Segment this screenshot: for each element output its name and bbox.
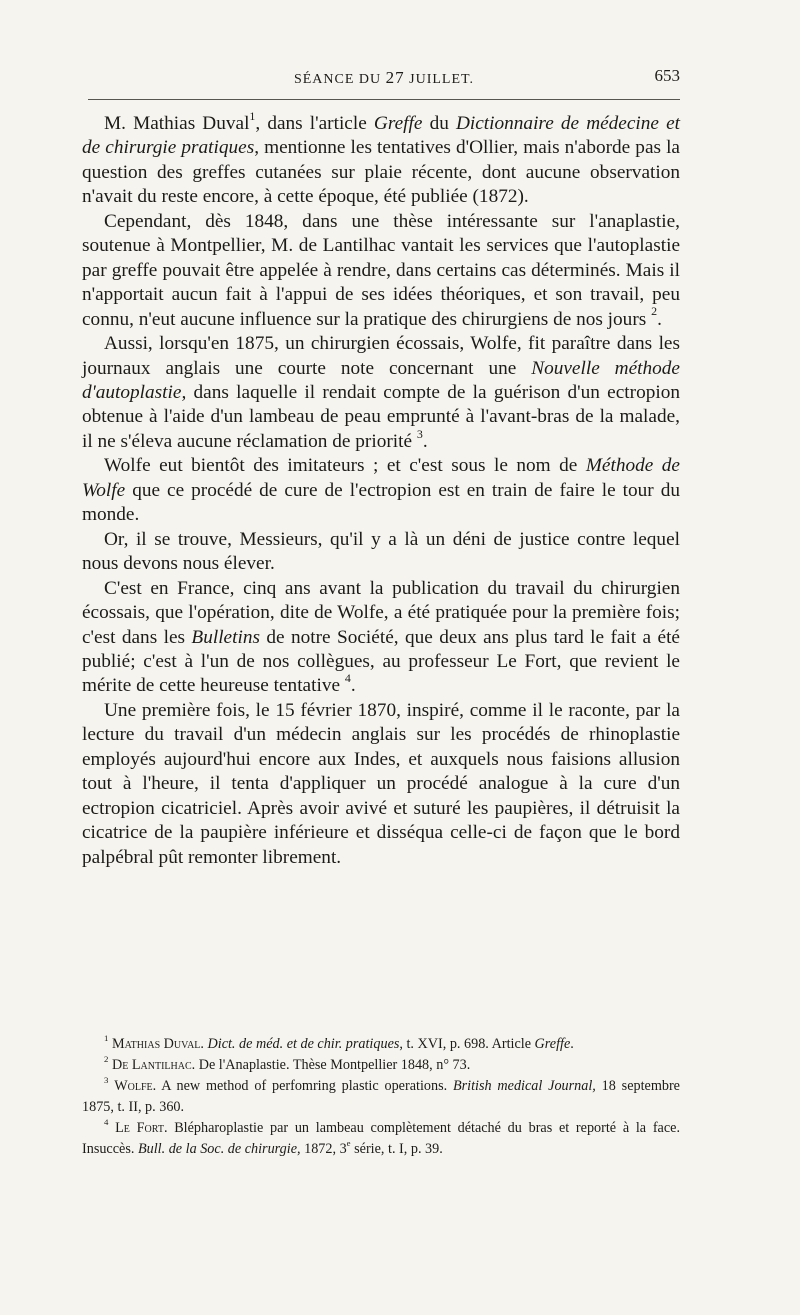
footnote-ref-1: 1 (249, 108, 256, 123)
footnote-4-number: 4 (104, 1116, 109, 1127)
p4-text-c: que ce procédé de cure de l'ectropion est en train de faire le tour du monde. (82, 479, 680, 526)
running-head-right: JUILLET. (404, 72, 475, 87)
footnote-3-number: 3 (104, 1074, 109, 1085)
footnote-2-text-a: . De l'Anaplastie. Thèse Montpellier 1848, n° 73. (191, 1057, 471, 1073)
p2-text-b: . (657, 308, 662, 330)
footnote-4-superscript: e (346, 1137, 351, 1148)
paragraph-3 (82, 332, 680, 454)
footnote-1-text-a: . (200, 1036, 208, 1052)
page-number: 653 (654, 66, 680, 85)
p6-text-d: . (350, 675, 356, 697)
page-header (88, 62, 680, 90)
p1-text-d: du (422, 113, 456, 134)
p1-italic-dictionnaire: Dictionnaire de médecine et de chirurgie pratiques (82, 113, 681, 159)
p4-text-a: Wolfe eut bientôt des imitateurs ; et c'est sous le nom de (104, 455, 586, 477)
footnote-1-text-c: , t. XVI, p. 698. Article (399, 1036, 535, 1052)
p3-text-c: dans laquelle il rendait compte de la guérison d'un ectropion obtenue à l'aide d'un lambeau de peau emprunté à l'avant-bras de la malade, il ne s'éleva aucune réclamation de priorité (82, 381, 680, 452)
paragraph-7: Une première fois, le 15 février 1870, inspiré, comme il le raconte, par la lecture du travail d'un médecin anglais sur les procédés de rhinoplastie employés aujourd'hui encore aux Indes, et auxquels nous faisions allusion tout à l'heure, il tenta d'appliquer un procédé analogue à la cure d'un ectropion cicatriciel. Après avoir avivé et suturé les paupières, il détruisit la cicatrice de la paupière inférieure et disséqua celle-ci de façon que le bord palpébral pût remonter librement. (82, 699, 680, 868)
footnote-4-text-d: série, t. I, p. 39. (350, 1141, 443, 1157)
p3-text-d: . (422, 430, 428, 452)
body-text (82, 108, 681, 870)
paragraph-1 (82, 108, 681, 210)
paragraph-5: Or, il se trouve, Messieurs, qu'il y a là un déni de justice contre lequel nous devons nous élever. (82, 528, 680, 575)
p3-italic-title: Nouvelle méthode d'autoplastie, (82, 357, 680, 403)
footnote-1 (82, 1034, 680, 1055)
p1-italic-greffe: Greffe (373, 113, 423, 134)
footnote-4-text-c: , 1872, 3 (297, 1141, 347, 1157)
footnote-2 (82, 1055, 680, 1076)
footnote-4 (82, 1118, 680, 1160)
footnote-3-text-c: 18 septembre 1875, t. II, p. 360. (82, 1078, 680, 1115)
paragraph-2 (82, 210, 680, 332)
p1-text-f: , mentionne les tentatives d'Ollier, mais n'aborde pas la question des greffes cutanées sur plaie récente, dont aucune observation n'avait du reste encore, à cette époque, été publiée (1872). (82, 137, 680, 208)
header-rule (88, 99, 680, 100)
footnote-2-number: 2 (104, 1053, 109, 1064)
footnote-4-author: Le Fort (115, 1120, 164, 1136)
p3-text-a: Aussi, lorsqu'en 1875, un chirurgien écossais, Wolfe, fit paraître dans les journaux anglais une courte note concernant une (82, 333, 680, 379)
footnote-3-italic-journal: British medical Journal, (452, 1078, 596, 1094)
footnote-3 (82, 1076, 680, 1118)
footnote-1-author: Mathias Duval (111, 1036, 201, 1052)
footnote-ref-3: 3 (416, 426, 423, 441)
running-head-date: 27 (385, 68, 405, 87)
p2-text-a: Cependant, dès 1848, dans une thèse intéressante sur l'anaplastie, soutenue à Montpellier, M. de Lantilhac vantait les services que l'autoplastie par greffe pouvait être appelée à rendre, dans certains cas déterminés. Mais il n'apportait aucun fait à l'appui de ses idées théoriques, et son travail, peu connu, n'eut aucune influence sur la pratique des chirurgiens de nos jours (82, 210, 680, 330)
footnotes (82, 1034, 680, 1160)
footnote-3-text-a: . A new method of perfomring plastic operations. (152, 1078, 453, 1094)
footnote-ref-4: 4 (344, 671, 351, 686)
footnote-1-italic-greffe: Greffe (534, 1036, 571, 1052)
paragraph-6 (82, 577, 680, 699)
footnote-4-italic-bulletin: Bull. de la Soc. de chirurgie (137, 1141, 298, 1157)
paragraph-4 (82, 454, 680, 527)
footnote-1-number: 1 (104, 1032, 109, 1043)
footnote-ref-2: 2 (651, 304, 658, 319)
footnote-2-author: De Lantilhac (111, 1057, 192, 1073)
running-head-left: SÉANCE DU (293, 72, 386, 87)
footnote-1-text-e: . (570, 1036, 574, 1052)
running-head (88, 68, 680, 88)
footnote-3-author: Wolfe (114, 1078, 153, 1094)
p6-italic-bulletins: Bulletins (191, 626, 260, 648)
footnote-1-italic-title: Dict. de méd. et de chir. pratiques (207, 1036, 400, 1052)
p6-text-c: de notre Société, que deux ans plus tard le fait a été publié; c'est à l'un de nos collègues, au professeur Le Fort, que revient le mérite de cette heureuse tentative (82, 626, 680, 697)
p1-text-a: M. Mathias Duval (104, 113, 250, 134)
p4-italic-methode: Méthode de Wolfe (82, 455, 680, 501)
p6-text-a: C'est en France, cinq ans avant la publication du travail du chirurgien écossais, que l'opération, dite de Wolfe, a été pratiquée pour la première fois; c'est dans les (82, 577, 680, 648)
footnote-4-text-a: . Blépharoplastie par un lambeau complètement détaché du bras et reporté à la face. Insuccès. (82, 1120, 680, 1157)
p1-text-b: , dans l'article (255, 113, 374, 134)
